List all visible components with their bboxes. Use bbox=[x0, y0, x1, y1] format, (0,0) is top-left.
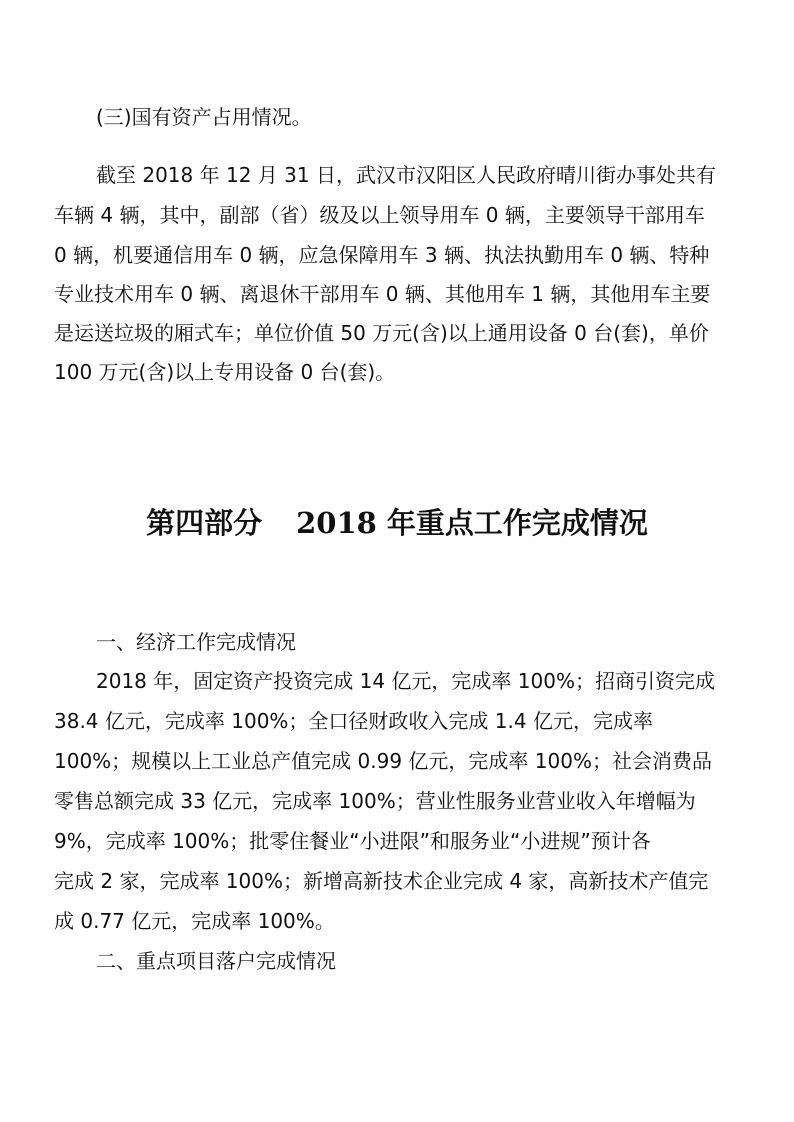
paragraph-line: 100%；规模以上工业总产值完成 0.99 亿元，完成率 100%；社会消费品 bbox=[54, 749, 712, 773]
paragraph-line: 专业技术用车 0 辆、离退休干部用车 0 辆、其他用车 1 辆，其他用车主要 bbox=[54, 282, 711, 306]
paragraph-line: 2018 年，固定资产投资完成 14 亿元，完成率 100%；招商引资完成 bbox=[96, 669, 715, 693]
section-heading-state-assets: (三)国有资产占用情况。 bbox=[96, 105, 312, 129]
part-four-label: 第四部分 bbox=[146, 506, 263, 540]
paragraph-line: 是运送垃圾的厢式车；单位价值 50 万元(含)以上通用设备 0 台(套)，单价 bbox=[54, 321, 709, 345]
paragraph-line: 车辆 4 辆，其中，副部（省）级及以上领导用车 0 辆，主要领导干部用车 bbox=[54, 203, 705, 227]
paragraph-line: 38.4 亿元，完成率 100%；全口径财政收入完成 1.4 亿元，完成率 bbox=[54, 709, 653, 733]
paragraph-line: 成 0.77 亿元，完成率 100%。 bbox=[54, 909, 335, 933]
paragraph-line: 9%，完成率 100%；批零住餐业“小进限”和服务业“小进规”预计各 bbox=[54, 829, 651, 853]
part-four-title-text: 2018 年重点工作完成情况 bbox=[296, 506, 648, 540]
paragraph-line: 零售总额完成 33 亿元，完成率 100%；营业性服务业营业收入年增幅为 bbox=[54, 789, 696, 813]
paragraph-line: 100 万元(含)以上专用设备 0 台(套)。 bbox=[54, 360, 396, 384]
paragraph-line: 0 辆，机要通信用车 0 辆，应急保障用车 3 辆、执法执勤用车 0 辆、特种 bbox=[54, 243, 710, 267]
section-heading-key-projects: 二、重点项目落户完成情况 bbox=[96, 949, 336, 973]
section-heading-economy: 一、经济工作完成情况 bbox=[96, 630, 296, 654]
paragraph-line: 截至 2018 年 12 月 31 日，武汉市汉阳区人民政府晴川街办事处共有 bbox=[96, 163, 716, 187]
part-four-title bbox=[0, 503, 794, 543]
paragraph-line: 完成 2 家，完成率 100%；新增高新技术企业完成 4 家，高新技术产值完 bbox=[54, 869, 709, 893]
